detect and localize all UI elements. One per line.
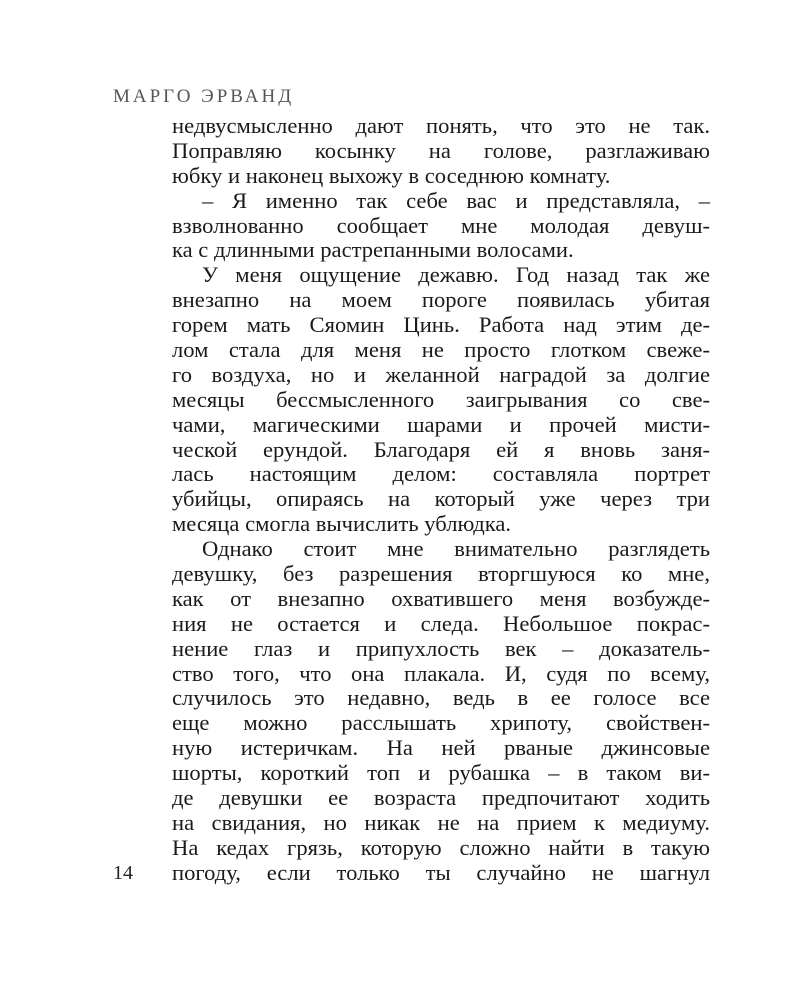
text-line: случилось это недавно, ведь в ее голосе все xyxy=(172,685,710,711)
text-line: ную истеричкам. На ней рваные джинсовые xyxy=(172,735,710,761)
text-line: де девушки ее возраста предпочитают ходить xyxy=(172,785,710,811)
text-line: внезапно на моем пороге появилась убитая xyxy=(172,287,710,313)
text-line: шорты, короткий топ и рубашка – в таком ви- xyxy=(172,760,710,786)
text-line: лась настоящим делом: составляла портрет xyxy=(172,461,710,487)
text-line: юбку и наконец выхожу в соседнюю комнату. xyxy=(172,162,611,188)
text-line: На кедах грязь, которую сложно найти в такую xyxy=(172,834,710,860)
text-line: ка с длинными растрепанными волосами. xyxy=(172,237,574,263)
text-line: ство того, что она плакала. И, судя по всему, xyxy=(172,660,710,686)
text-line: погоду, если только ты случайно не шагнул xyxy=(172,859,710,885)
text-line: лом стала для меня не просто глотком свеже- xyxy=(172,337,710,363)
text-line: го воздуха, но и желанной наградой за долгие xyxy=(172,361,710,387)
text-line: У меня ощущение дежавю. Год назад так же xyxy=(202,262,710,288)
text-line: – Я именно так себе вас и представляла, – xyxy=(202,187,710,213)
text-line: еще можно расслышать хрипоту, свойствен- xyxy=(172,710,710,736)
text-line: Поправляю косынку на голове, разглаживаю xyxy=(172,137,710,163)
text-line: нение глаз и припухлость век – доказатель- xyxy=(172,635,710,661)
page-number: 14 xyxy=(113,862,133,884)
text-line: убийцы, опираясь на который уже через три xyxy=(172,486,710,512)
text-line: месяца смогла вычислить ублюдка. xyxy=(172,511,512,537)
text-line: ния не остается и следа. Небольшое покрас- xyxy=(172,610,710,636)
text-line: недвусмысленно дают понять, что это не так. xyxy=(172,113,710,138)
text-line: горем мать Сяомин Цинь. Работа над этим де- xyxy=(172,312,710,338)
text-line: как от внезапно охватившего меня возбужде- xyxy=(172,585,710,611)
running-head: МАРГО ЭРВАНД xyxy=(113,86,295,107)
text-line: девушку, без разрешения вторгшуюся ко мне, xyxy=(172,561,710,587)
text-line: на свидания, но никак не на прием к медиуму. xyxy=(172,809,710,835)
text-line: чами, магическими шарами и прочей мисти- xyxy=(172,411,710,437)
text-line: Однако стоит мне внимательно разглядеть xyxy=(202,536,710,562)
body-text xyxy=(172,114,710,886)
text-line: месяцы бессмысленного заигрывания со све- xyxy=(172,386,710,412)
text-line: ческой ерундой. Благодаря ей я вновь заня- xyxy=(172,436,710,462)
text-line: взволнованно сообщает мне молодая девуш- xyxy=(172,212,710,238)
